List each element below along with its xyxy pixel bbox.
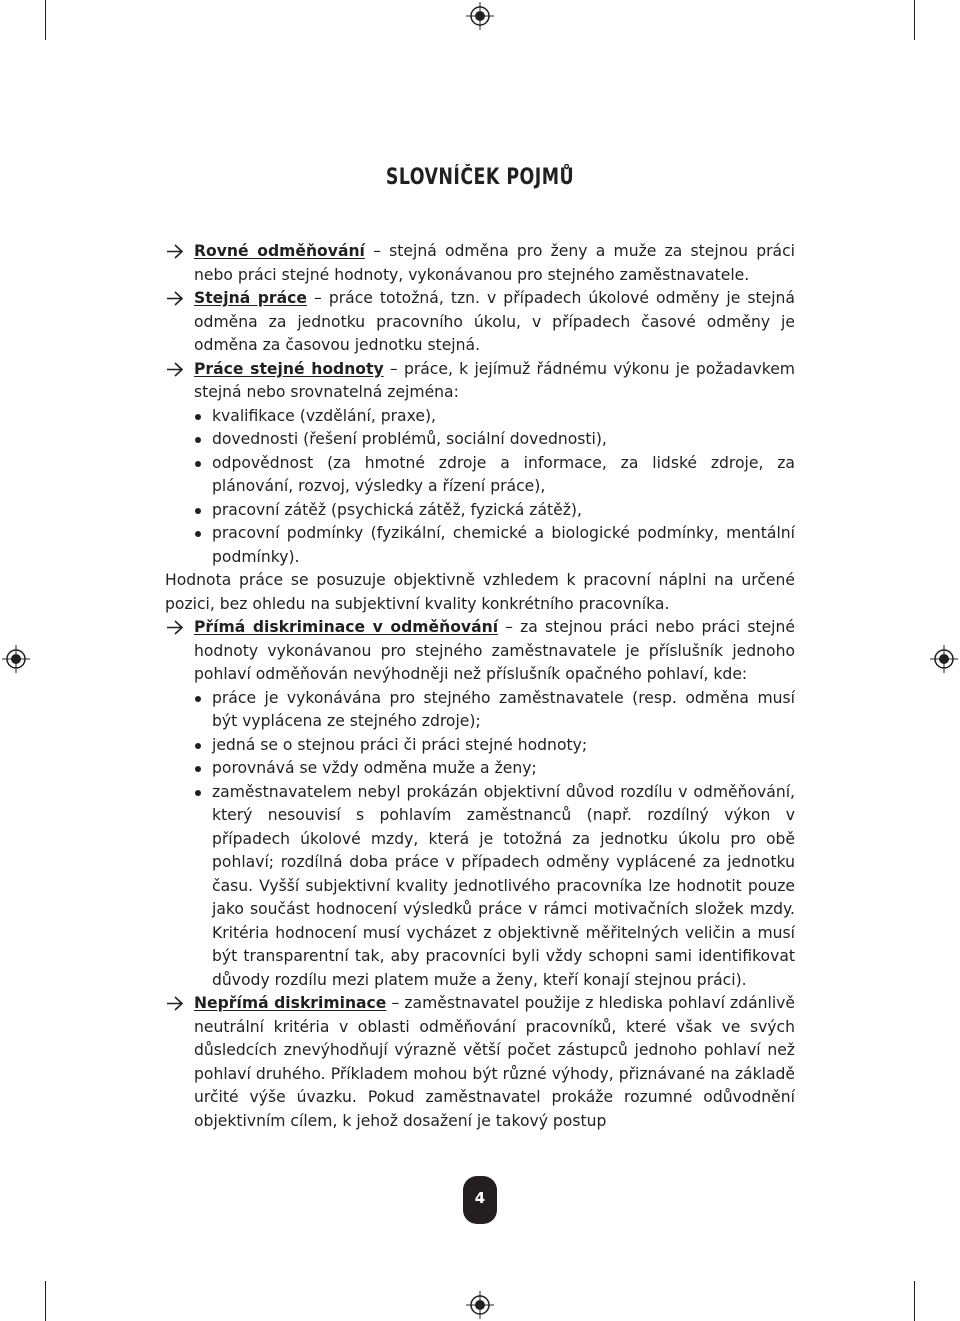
arrow-right-icon <box>165 616 185 639</box>
list-item: pracovní podmínky (fyzikální, chemické a biologické podmínky, mentální podmínky). <box>194 522 795 569</box>
list-item: dovednosti (řešení problémů, sociální dovednosti), <box>194 428 795 452</box>
glossary-term: Nepřímá diskriminace <box>194 994 387 1012</box>
arrow-right-icon <box>165 287 185 310</box>
glossary-content <box>165 240 795 1133</box>
registration-mark-icon <box>930 645 958 673</box>
list-item: porovnává se vždy odměna muže a ženy; <box>194 757 795 781</box>
list-item: kvalifikace (vzdělání, praxe), <box>194 405 795 429</box>
glossary-entry-direct-discrimination <box>165 616 795 992</box>
glossary-term: Stejná práce <box>194 289 307 307</box>
note-paragraph: Hodnota práce se posuzuje objektivně vzhledem k pracovní náplni na určené pozici, bez ohledu na subjektivní kvality konkrétního pracovníka. <box>165 571 795 613</box>
page-title: SLOVNÍČEK POJMŮ <box>385 165 575 190</box>
list-item: práce je vykonávána pro stejného zaměstnavatele (resp. odměna musí být vyplácena ze stejného zdroje); <box>194 687 795 734</box>
list-item: pracovní zátěž (psychická zátěž, fyzická zátěž), <box>194 499 795 523</box>
registration-mark-icon <box>466 2 494 30</box>
crop-mark-bottom-left <box>45 1281 46 1321</box>
crop-mark-top-right <box>914 0 915 40</box>
crop-mark-top-left <box>45 0 46 40</box>
glossary-definition: – práce, k jejímuž řádnému výkonu je požadavkem stejná nebo srovnatelná zejména: <box>194 359 795 401</box>
glossary-entry-equal-value <box>165 358 795 570</box>
glossary-definition: – zaměstnavatel použije z hlediska pohlaví zdánlivě neutrální kritéria v oblasti odměňování pracovníků, které však ve svých důsledcích znevýhodňují výrazně větší počet zástupců jednoho pohlaví než pohlaví druhého. Příkladem mohou být různé výhody, přiznávané na základě určité výše úvazku. Pokud zaměstnavatel prokáže rozumné odůvodnění objektivním cílem, k jehož dosažení je takový postup <box>194 994 795 1130</box>
registration-mark-icon <box>2 645 30 673</box>
registration-mark-icon <box>466 1291 494 1319</box>
glossary-entry-indirect-discrimination <box>165 992 795 1133</box>
arrow-right-icon <box>165 240 185 263</box>
glossary-definition: – za stejnou práci nebo práci stejné hodnoty vykonávanou pro stejného zaměstnavatele je příslušník jednoho pohlaví odměňován nevýhodněji než příslušník opačného pohlaví, kde: <box>194 618 795 683</box>
page-number: 4 <box>474 1189 486 1207</box>
glossary-entry-equal-work <box>165 287 795 358</box>
bullet-list <box>194 687 795 993</box>
glossary-definition: – stejná odměna pro ženy a muže za stejnou práci nebo práci stejné hodnoty, vykonávanou pro stejného zaměstnavatele. <box>194 242 796 284</box>
glossary-term: Rovné odměňování <box>194 242 365 260</box>
list-item: odpovědnost (za hmotné zdroje a informace, za lidské zdroje, za plánování, rozvoj, výsledky a řízení práce), <box>194 452 795 499</box>
glossary-term: Přímá diskriminace v odměňování <box>194 618 499 636</box>
glossary-definition: – práce totožná, tzn. v případech úkolové odměny je stejná odměna za jednotku pracovního úkolu, v případech časové odměny je odměna za časovou jednotku stejná. <box>194 289 795 354</box>
glossary-term: Práce stejné hodnoty <box>194 359 384 378</box>
crop-mark-bottom-right <box>914 1281 915 1321</box>
list-item: zaměstnavatelem nebyl prokázán objektivní důvod rozdílu v odměňování, který nesouvisí s pohlavím zaměstnanců (např. rozdílný výkon v případech úkolové mzdy, která je totožná za jednotku úkolu pro obě pohlaví; rozdílná doba práce v případech odměny vyplácené za jednotku času. Vyšší subjektivní kvality jednotlivého pracovníka lze hodnotit pouze jako součást hodnocení výsledků práce v rámci motivačních složek mzdy. Kritéria hodnocení musí vycházet z objektivně měřitelných veličin a musí být transparentní tak, aby pracovníci byli vždy schopni sami identifikovat důvody rozdílu mezi platem muže a ženy, kteří konají stejnou práci). <box>194 781 795 993</box>
list-item: jedná se o stejnou práci či práci stejné hodnoty; <box>194 734 795 758</box>
bullet-list <box>194 405 795 570</box>
arrow-right-icon <box>165 358 185 381</box>
arrow-right-icon <box>165 992 185 1015</box>
glossary-entry-equal-pay <box>165 240 795 287</box>
